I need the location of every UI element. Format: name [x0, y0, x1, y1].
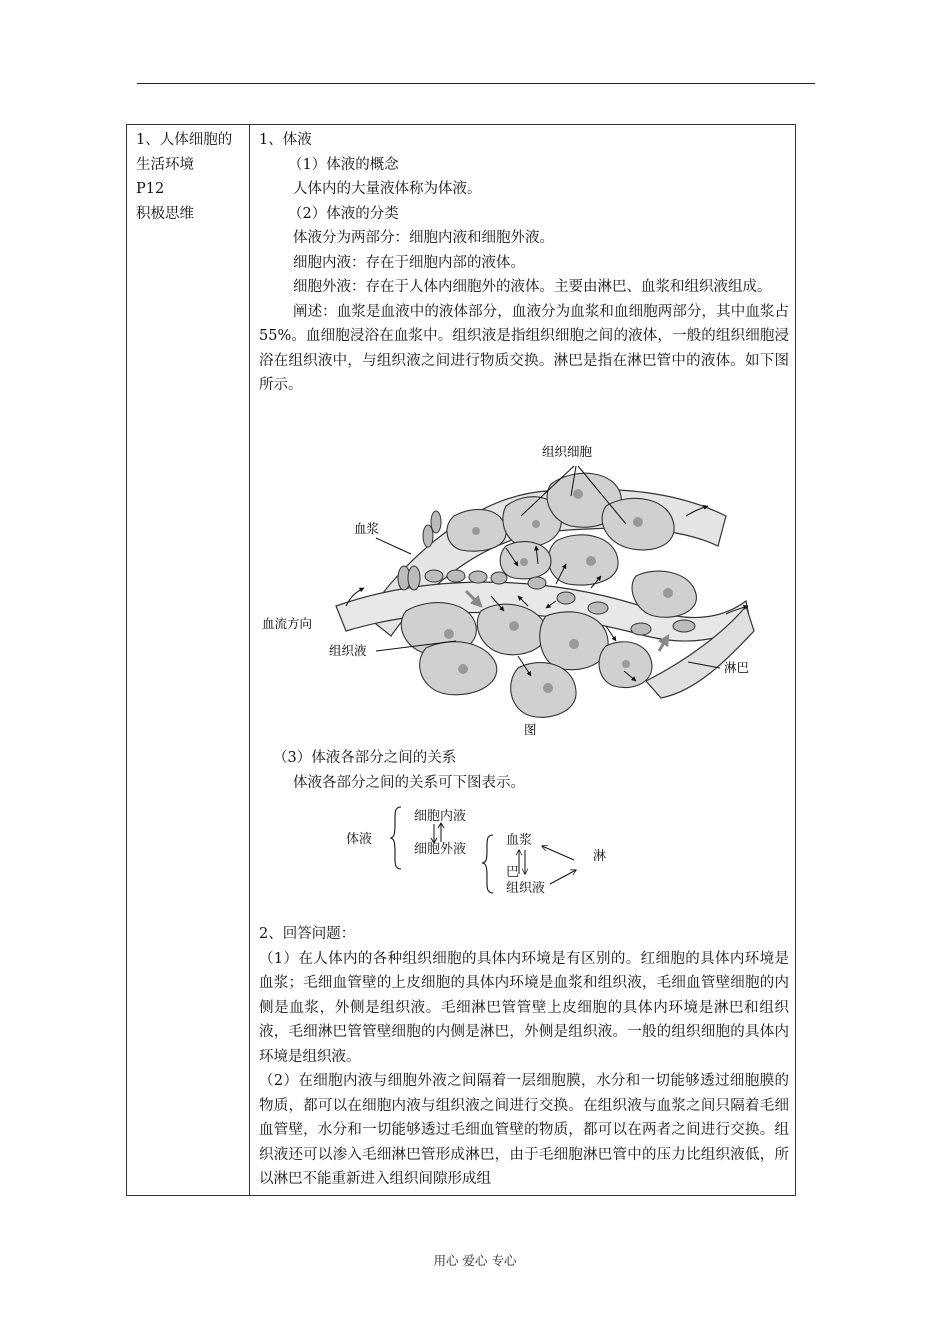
figure-caption: 图 — [524, 722, 537, 737]
nucleus — [458, 664, 468, 674]
subheading-concept: （1）体液的概念 — [288, 156, 399, 173]
blood-cell — [408, 566, 420, 590]
relation-lymph: 淋 — [593, 849, 607, 864]
subheading-classes: （2）体液的分类 — [288, 205, 399, 222]
blood-cell — [431, 511, 441, 533]
nucleus — [663, 588, 673, 598]
subheading-relations: （3）体液各部分之间的关系 — [273, 750, 457, 766]
tissue-diagram — [256, 436, 792, 746]
blood-cell — [491, 572, 507, 584]
exchange-arrows — [428, 822, 448, 844]
answer-1: （1）在人体内的各种组织细胞的具体内环境是有区别的。红细胞的具体内环境是血浆；毛细血管壁的上皮细胞的具体内环境是血浆和组织液，毛细血管壁细胞的内侧是血浆，外侧是组织液。毛细淋巴管管壁上皮细胞的具体内环境是淋巴和组织液，毛细淋巴管管壁细胞的内侧是淋巴，外侧是组织液。一般的组织细胞的具体内环境是组织液。 — [259, 950, 789, 1065]
intracellular-text: 细胞内液：存在于细胞内部的液体。 — [293, 254, 525, 271]
blood-cell — [557, 592, 575, 604]
section-heading: 1、体液 — [259, 132, 312, 148]
nucleus — [543, 683, 553, 693]
section2-heading: 2、回答问题： — [259, 926, 356, 942]
label-tissue-cells: 组织细胞 — [542, 444, 593, 459]
blood-cell — [469, 571, 487, 583]
label-plasma: 血浆 — [354, 521, 380, 536]
label-lymph: 淋巴 — [724, 660, 750, 675]
section-1 — [259, 128, 789, 398]
extracellular-text: 细胞外液：存在于人体内细胞外的液体。主要由淋巴、血浆和组织液组成。 — [293, 279, 772, 295]
topic-page: P12 — [136, 181, 165, 197]
label-blood-flow: 血流方向 — [262, 616, 313, 631]
nucleus — [622, 660, 630, 668]
explanation-text: 阐述：血浆是血液中的液体部分，血液分为血浆和血细胞两部分，其中血浆占55%。血细胞浸浴在血浆中。组织液是指组织细胞之间的液体，一般的组织细胞浸浴在组织液中，与组织液之间进行物质交换。淋巴是指在淋巴管中的液体。如下图所示。 — [259, 303, 789, 393]
relation-plasma: 血浆 — [506, 833, 533, 848]
section-1-relations — [259, 746, 789, 795]
nucleus — [586, 556, 596, 566]
answer-2: （2）在细胞内液与细胞外液之间隔着一层细胞膜，水分和一切能够透过细胞膜的物质，都可以在细胞内液与组织液之间进行交换。在组织液与血浆之间只隔着毛细血管壁，水分和一切能够透过毛细血管壁的物质，都可以在两者之间进行交换。组织液还可以渗入毛细淋巴管形成淋巴，由于毛细胞淋巴管中的压力比组织液低，所以淋巴不能重新进入组织间隙形成组 — [259, 1073, 789, 1187]
blood-cell — [447, 570, 465, 582]
right-brace — [480, 832, 496, 896]
lymph-to-plasma-arrow — [542, 846, 574, 860]
relation-intracellular: 细胞内液 — [414, 809, 467, 824]
blood-cell — [588, 602, 608, 614]
section-2 — [259, 922, 789, 1192]
relation-lymph-part: 巴 — [506, 865, 520, 880]
header-rule — [137, 83, 815, 84]
nucleus — [509, 621, 519, 631]
relation-tissue-fluid: 组织液 — [506, 881, 546, 896]
relation-arrows — [508, 840, 598, 896]
blood-cell — [673, 620, 695, 632]
page-footer: 用心 爱心 专心 — [433, 1253, 517, 1268]
nucleus — [573, 489, 583, 499]
label-tissue-fluid: 组织液 — [329, 643, 367, 658]
leader-line — [376, 538, 411, 554]
topic-title: 1、人体细胞的 — [136, 132, 233, 148]
relations-text: 体液各部分之间的关系可下图表示。 — [293, 774, 525, 791]
nucleus — [633, 517, 643, 527]
topic-subtitle: 生活环境 — [136, 156, 194, 173]
nucleus — [569, 639, 579, 649]
classes-text: 体液分为两部分：细胞内液和细胞外液。 — [293, 230, 554, 246]
relation-extracellular: 细胞外液 — [414, 842, 467, 857]
nucleus — [444, 629, 454, 639]
tissue-to-lymph-arrow — [550, 870, 576, 884]
table-column-divider — [249, 124, 250, 1196]
relation-body-fluid: 体液 — [346, 832, 373, 847]
topic-note: 积极思维 — [136, 205, 194, 222]
concept-definition: 人体内的大量液体称为体液。 — [293, 181, 482, 197]
nucleus — [472, 527, 480, 535]
nucleus — [520, 558, 528, 566]
blood-cell — [528, 577, 546, 589]
blood-cell — [425, 570, 443, 582]
topic-column — [136, 128, 246, 226]
left-brace — [388, 804, 404, 872]
blood-cell — [631, 623, 651, 635]
nucleus — [532, 520, 540, 528]
